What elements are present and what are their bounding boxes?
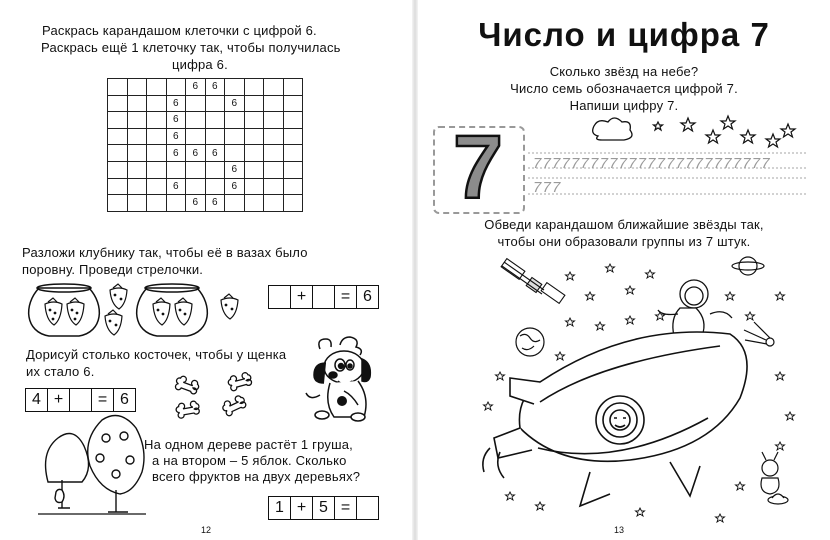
eq-cell: 6	[363, 288, 372, 305]
task-line2: чтобы они образовали группы из 7 штук.	[497, 234, 751, 249]
alien-icon	[761, 452, 779, 494]
equation-box-strawberries	[268, 285, 379, 309]
grid-cell[interactable]: 6	[225, 161, 245, 178]
eq-cell: =	[335, 286, 357, 308]
left-page	[0, 0, 412, 540]
grid-cell[interactable]	[244, 195, 264, 212]
grid-cell[interactable]	[127, 95, 147, 112]
grid-cell[interactable]	[264, 128, 284, 145]
grid-cell[interactable]	[264, 161, 284, 178]
grid-cell[interactable]	[127, 112, 147, 129]
grid-cell[interactable]	[108, 128, 128, 145]
page-title: Число и цифра 7	[478, 16, 770, 53]
grid-cell[interactable]	[166, 79, 186, 96]
eq-cell[interactable]	[70, 389, 92, 411]
grid-cell[interactable]	[205, 161, 225, 178]
grid-cell[interactable]: 6	[166, 112, 186, 129]
grid-row	[108, 178, 303, 195]
eq-cell[interactable]	[269, 286, 291, 308]
grid-cell[interactable]	[127, 161, 147, 178]
grid-cell[interactable]	[186, 178, 206, 195]
grid-cell[interactable]	[108, 178, 128, 195]
grid-cell[interactable]	[283, 178, 303, 195]
sky-stars-top	[588, 114, 818, 154]
eq-cell: =	[92, 389, 114, 411]
grid-cell[interactable]	[205, 128, 225, 145]
grid-cell[interactable]	[127, 79, 147, 96]
grid-cell[interactable]: 6	[166, 145, 186, 162]
grid-cell[interactable]	[225, 195, 245, 212]
trace-row-1[interactable]: 7 7 7 7 7 7 7 7 7 7 7 7 7 7 7 7 7 7 7 7 7 7 7 7 7	[533, 155, 769, 172]
grid-cell[interactable]	[283, 128, 303, 145]
strawberry-icon	[153, 298, 192, 325]
strawberry-icon	[45, 298, 84, 325]
grid-cell[interactable]	[147, 95, 167, 112]
eq-cell: +	[291, 286, 313, 308]
task3-line2: их стало 6.	[26, 364, 95, 379]
task2-line1: Разложи клубнику так, чтобы её в вазах было	[22, 245, 308, 260]
trees-illustration	[38, 410, 150, 522]
grid-cell[interactable]	[264, 95, 284, 112]
grid-cell[interactable]: 6	[205, 195, 225, 212]
grid-cell[interactable]	[108, 161, 128, 178]
grid-cell[interactable]	[244, 178, 264, 195]
grid-cell[interactable]	[244, 145, 264, 162]
page-number-right: 13	[614, 525, 625, 535]
grid-cell[interactable]	[147, 161, 167, 178]
grid-cell[interactable]: 6	[186, 79, 206, 96]
grid-cell[interactable]	[225, 128, 245, 145]
grid-cell[interactable]	[264, 195, 284, 212]
vases-strawberries-illustration	[25, 280, 255, 340]
grid-cell[interactable]	[244, 128, 264, 145]
grid-cell[interactable]	[186, 161, 206, 178]
bones-illustration	[170, 372, 260, 422]
intro-line2: Число семь обозначается цифрой 7.	[510, 81, 738, 96]
space-scene-illustration[interactable]	[480, 252, 820, 537]
grid-cell[interactable]	[283, 79, 303, 96]
grid-cell[interactable]	[283, 145, 303, 162]
grid-row	[108, 95, 303, 112]
grid-cell[interactable]: 6	[225, 95, 245, 112]
eq-cell: 6	[120, 391, 129, 408]
eq-cell[interactable]	[357, 497, 378, 519]
page-number-left: 12	[201, 525, 212, 535]
bone-icon	[175, 400, 200, 418]
eq-cell: +	[291, 497, 313, 519]
grid-cell[interactable]	[283, 161, 303, 178]
rocket-icon	[483, 332, 747, 506]
grid-cell[interactable]: 6	[166, 95, 186, 112]
grid-cell[interactable]	[205, 95, 225, 112]
vase-icon	[29, 284, 100, 336]
comet-icon	[744, 322, 774, 346]
eq-cell: 1	[269, 497, 291, 519]
task1-line1: Раскрась карандашом клеточки с цифрой 6.	[42, 23, 317, 38]
grid-cell[interactable]	[225, 79, 245, 96]
grid-cell[interactable]	[205, 112, 225, 129]
grid-cell[interactable]	[147, 79, 167, 96]
grid-row	[108, 195, 303, 212]
grid-cell[interactable]	[283, 195, 303, 212]
intro-line1: Сколько звёзд на небе?	[549, 64, 699, 79]
grid-cell[interactable]	[264, 79, 284, 96]
right-page	[418, 0, 830, 540]
grid-cell[interactable]: 6	[186, 145, 206, 162]
eq-cell: +	[48, 389, 70, 411]
task4-line1: На одном дереве растёт 1 груша,	[144, 437, 353, 452]
grid-cell[interactable]	[108, 112, 128, 129]
grid-cell[interactable]: 6	[205, 79, 225, 96]
grid-row	[108, 79, 303, 96]
grid-cell[interactable]	[205, 178, 225, 195]
bone-icon	[227, 371, 253, 391]
grid-cell[interactable]	[225, 112, 245, 129]
cloud-icon	[593, 118, 632, 140]
grid-cell[interactable]	[283, 112, 303, 129]
equation-box-bones	[25, 388, 136, 412]
equation-box-fruits	[268, 496, 379, 520]
grid-cell[interactable]	[147, 128, 167, 145]
star-icon	[654, 116, 796, 147]
grid-cell[interactable]	[127, 128, 147, 145]
task3-line1: Дорисуй столько косточек, чтобы у щенка	[26, 347, 287, 362]
task2-line2: поровну. Проведи стрелочки.	[22, 262, 204, 277]
grid-cell[interactable]	[264, 178, 284, 195]
bone-icon	[221, 394, 248, 417]
satellite-icon	[501, 259, 565, 304]
strawberry-icon	[105, 284, 127, 335]
grid-cell[interactable]: 6	[225, 178, 245, 195]
grid-cell[interactable]	[186, 128, 206, 145]
eq-cell: 4	[26, 389, 48, 411]
intro-line3: Напиши цифру 7.	[569, 98, 679, 113]
grid-row	[108, 145, 303, 162]
grid-row	[108, 112, 303, 129]
grid-cell[interactable]	[108, 79, 128, 96]
grid-cell[interactable]	[127, 178, 147, 195]
number-six-grid[interactable]	[107, 78, 303, 212]
grid-cell[interactable]: 6	[166, 178, 186, 195]
task1-line2: Раскрась ещё 1 клеточку так, чтобы получилась	[41, 40, 341, 55]
grid-cell[interactable]	[108, 195, 128, 212]
grid-cell[interactable]: 6	[186, 195, 206, 212]
grid-cell[interactable]	[127, 145, 147, 162]
grid-cell[interactable]	[244, 95, 264, 112]
grid-cell[interactable]	[147, 195, 167, 212]
grid-cell[interactable]	[186, 95, 206, 112]
task-line1: Обведи карандашом ближайшие звёзды так,	[484, 217, 764, 232]
puppy-illustration	[300, 335, 380, 425]
grid-cell[interactable]	[166, 161, 186, 178]
grid-cell[interactable]	[225, 145, 245, 162]
task4-line2: а на втором – 5 яблок. Сколько	[152, 453, 347, 468]
grid-cell[interactable]	[127, 195, 147, 212]
grid-cell[interactable]	[108, 95, 128, 112]
eq-cell: 5	[313, 497, 335, 519]
grid-row	[108, 128, 303, 145]
grid-cell[interactable]	[283, 95, 303, 112]
grid-cell[interactable]	[264, 112, 284, 129]
grid-cell[interactable]: 6	[166, 128, 186, 145]
big-digit-seven: 7	[452, 118, 504, 218]
grid-cell[interactable]: 6	[205, 145, 225, 162]
grid-cell[interactable]	[186, 112, 206, 129]
eq-cell: =	[335, 497, 357, 519]
grid-cell[interactable]	[264, 145, 284, 162]
planet-icon	[732, 257, 764, 275]
grid-cell[interactable]	[244, 161, 264, 178]
bone-icon	[174, 374, 201, 396]
grid-cell[interactable]	[108, 145, 128, 162]
grid-cell[interactable]	[147, 112, 167, 129]
grid-cell[interactable]	[147, 178, 167, 195]
eq-cell[interactable]	[313, 286, 335, 308]
task4-line3: всего фруктов на двух деревьях?	[152, 469, 361, 484]
trace-row-2[interactable]: 7 7 7	[533, 179, 559, 196]
strawberry-icon	[221, 294, 238, 319]
grid-cell[interactable]	[166, 195, 186, 212]
grid-row	[108, 161, 303, 178]
grid-cell[interactable]	[244, 79, 264, 96]
grid-cell[interactable]	[147, 145, 167, 162]
task1-line3: цифра 6.	[172, 57, 228, 72]
earth-icon	[516, 328, 544, 356]
vase-icon	[137, 284, 208, 336]
grid-cell[interactable]	[244, 112, 264, 129]
ufo-icon	[768, 494, 788, 504]
